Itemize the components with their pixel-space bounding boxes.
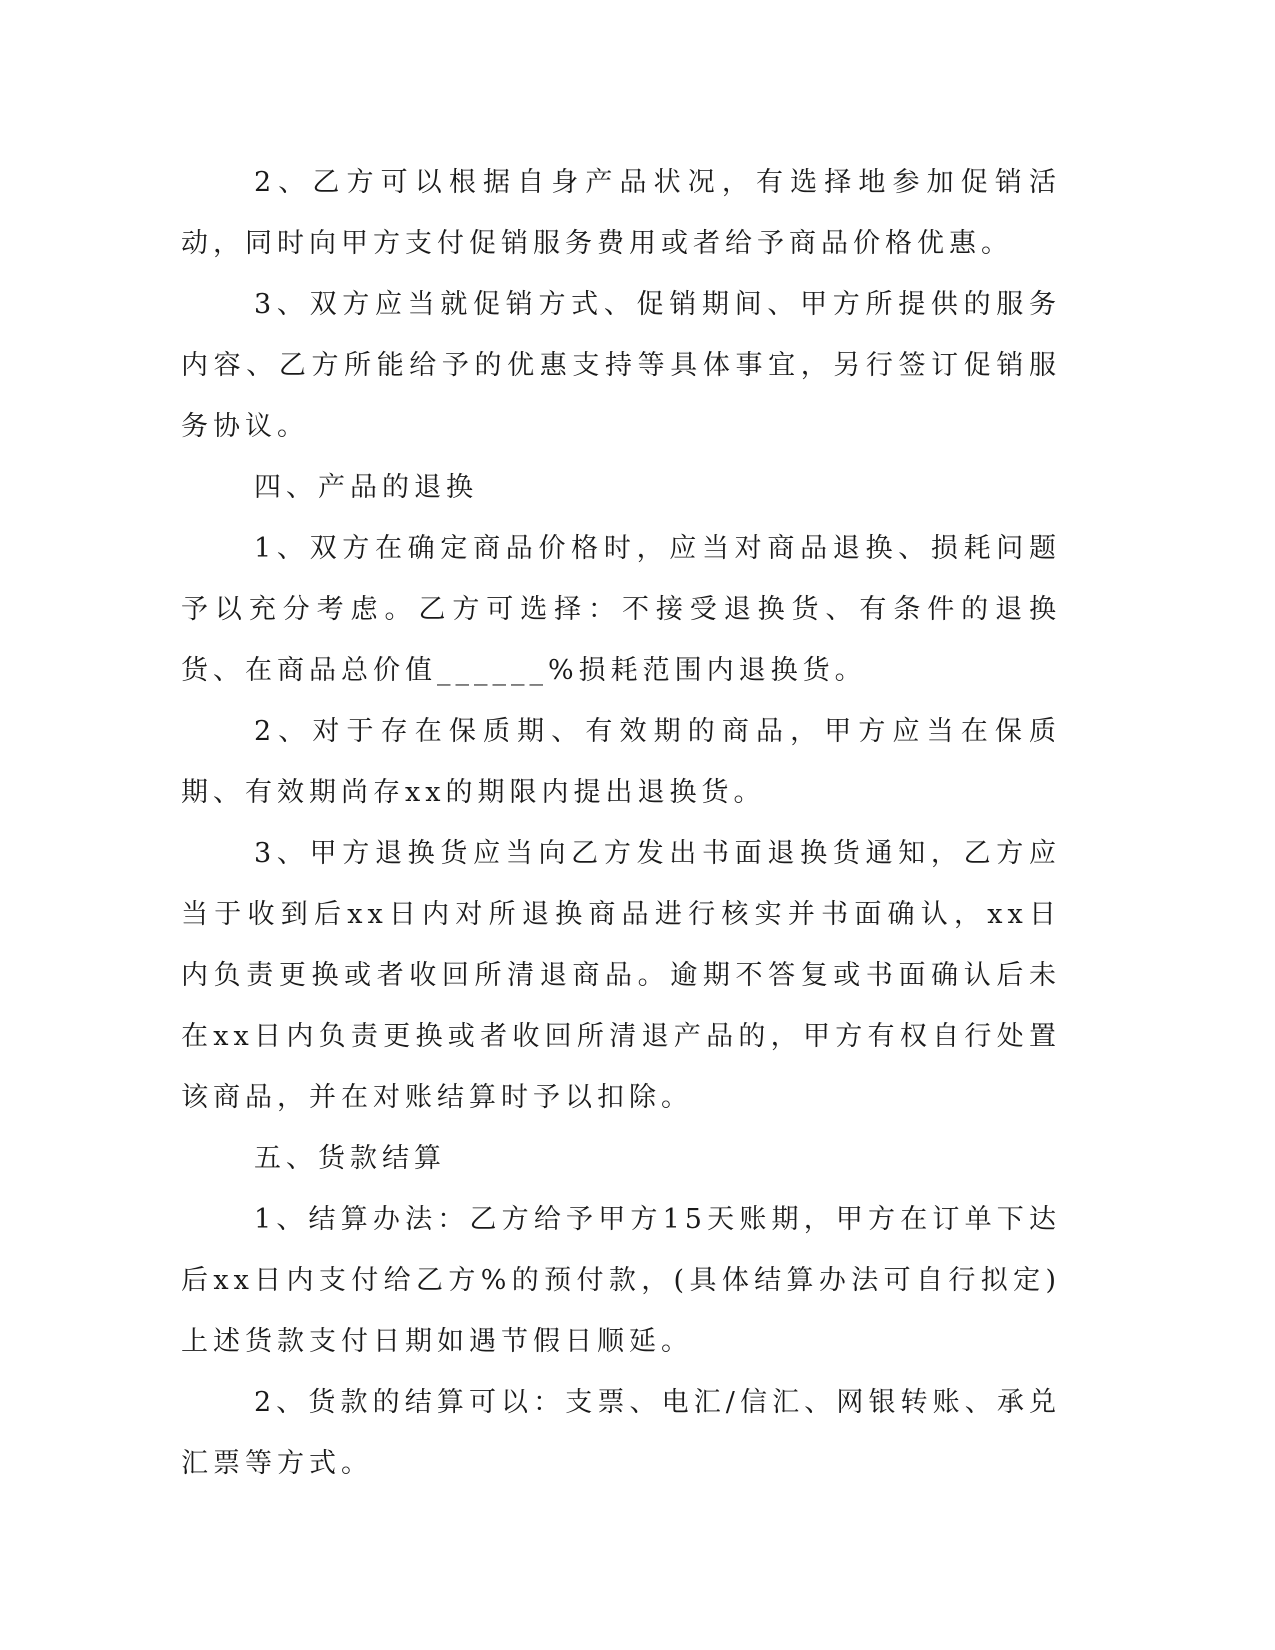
section-heading-settlement: 五、货款结算 [254, 1143, 446, 1174]
paragraph-promotion-participation: 2、乙方可以根据自身产品状况，有选择地参加促销活动，同时向甲方支付促销服务费用或者给予商品价格优惠。 [181, 167, 1061, 259]
document-body [181, 152, 1061, 1494]
paragraph-promotion-agreement: 3、双方应当就促销方式、促销期间、甲方所提供的服务内容、乙方所能给予的优惠支持等具体事宜，另行签订促销服务协议。 [181, 289, 1061, 442]
paragraph-settlement-method: 1、结算办法：乙方给予甲方15天账期，甲方在订单下达后xx日内支付给乙方%的预付款，(具体结算办法可自行拟定)上述货款支付日期如遇节假日顺延。 [181, 1204, 1061, 1357]
paragraph-returns-notice: 3、甲方退换货应当向乙方发出书面退换货通知，乙方应当于收到后xx日内对所退换商品进行核实并书面确认，xx日内负责更换或者收回所清退商品。逾期不答复或书面确认后未在xx日内负责更换或者收回所清退产品的，甲方有权自行处置该商品，并在对账结算时予以扣除。 [181, 838, 1061, 1113]
paragraph-settlement-payment-types: 2、货款的结算可以：支票、电汇/信汇、网银转账、承兑汇票等方式。 [181, 1387, 1061, 1479]
paragraph-returns-shelf-life: 2、对于存在保质期、有效期的商品，甲方应当在保质期、有效期尚存xx的期限内提出退换货。 [181, 716, 1061, 808]
paragraph-returns-pricing: 1、双方在确定商品价格时，应当对商品退换、损耗问题予以充分考虑。乙方可选择：不接受退换货、有条件的退换货、在商品总价值______%损耗范围内退换货。 [181, 533, 1061, 686]
section-heading-returns: 四、产品的退换 [254, 472, 478, 503]
